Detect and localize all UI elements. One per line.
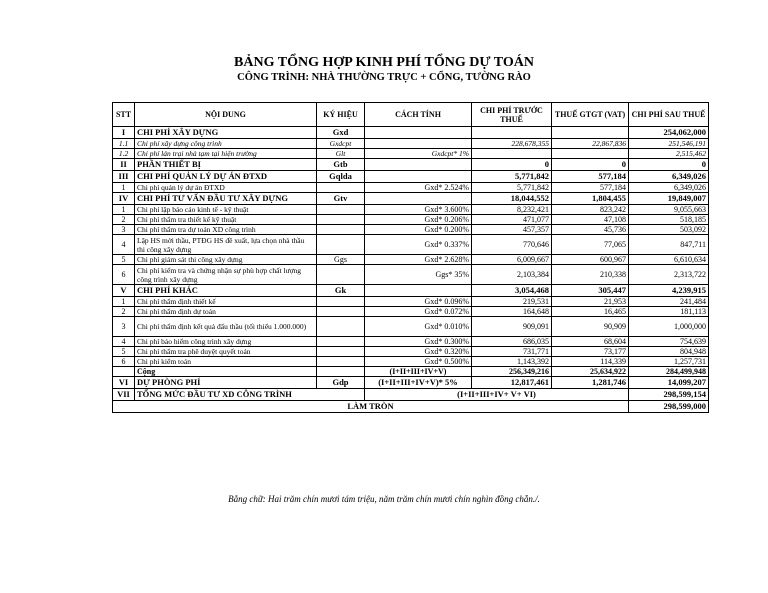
row-stt: I (113, 127, 135, 139)
row-code (317, 337, 365, 347)
row-before (472, 149, 552, 159)
row-formula: Gxd* 0.096% (365, 297, 472, 307)
row-before: 8,232,421 (472, 205, 552, 215)
row-before: 164,648 (472, 307, 552, 317)
row-vat: 0 (552, 159, 629, 171)
table-row (113, 285, 709, 297)
row-formula: Gxd* 3.600% (365, 205, 472, 215)
table-row (113, 171, 709, 183)
row-vat: 45,736 (552, 225, 629, 235)
row-name: CHI PHÍ KHÁC (135, 285, 317, 297)
row-name: TỔNG MỨC ĐẦU TƯ XD CÔNG TRÌNH (135, 389, 365, 401)
row-stt: 1.2 (113, 149, 135, 159)
table-row (113, 205, 709, 215)
table-row (113, 215, 709, 225)
row-before: 731,771 (472, 347, 552, 357)
table-row (113, 337, 709, 347)
row-vat: 73,177 (552, 347, 629, 357)
row-name: PHẦN THIẾT BỊ (135, 159, 317, 171)
row-code (317, 215, 365, 225)
row-name: Chi phí thẩm tra thiết kế kỹ thuật (135, 215, 317, 225)
row-code: Gqlda (317, 171, 365, 183)
row-vat: 16,465 (552, 307, 629, 317)
row-formula: Gxd* 0.010% (365, 317, 472, 337)
header-noi-dung: NỘI DUNG (135, 103, 317, 127)
row-vat: 21,953 (552, 297, 629, 307)
table-row (113, 357, 709, 367)
row-formula: Gxd* 0.500% (365, 357, 472, 367)
row-after: 19,849,007 (629, 193, 709, 205)
table-row (113, 265, 709, 285)
row-name: Chi phí giám sát thi công xây dựng (135, 255, 317, 265)
row-name: Chi phí thẩm tra phê duyệt quyết toán (135, 347, 317, 357)
row-after: 251,546,191 (629, 139, 709, 149)
row-name: Chi phí kiểm toán (135, 357, 317, 367)
row-code (317, 265, 365, 285)
row-after: 298,599,154 (629, 389, 709, 401)
row-before: 2,103,384 (472, 265, 552, 285)
row-stt: 4 (113, 235, 135, 255)
row-name: Chi phí thẩm định thiết kế (135, 297, 317, 307)
table-row (113, 367, 709, 377)
row-after: 1,000,000 (629, 317, 709, 337)
row-name: Chi phí thẩm định kết quả đấu thầu (tối thiểu 1.000.000) (135, 317, 317, 337)
row-code: Gxdcpt (317, 139, 365, 149)
row-vat: 114,339 (552, 357, 629, 367)
row-formula: Gxd* 0.320% (365, 347, 472, 357)
row-vat: 77,065 (552, 235, 629, 255)
header-chi-phi-sau-thue: CHI PHÍ SAU THUẾ (629, 103, 709, 127)
row-before: 256,349,216 (472, 367, 552, 377)
table-row (113, 401, 709, 413)
row-stt: 3 (113, 225, 135, 235)
row-formula: (I+II+III+IV+V) (365, 367, 472, 377)
row-name: Cộng (135, 367, 317, 377)
row-code: Gdp (317, 377, 365, 389)
table-body (113, 127, 709, 413)
row-after: 9,055,663 (629, 205, 709, 215)
row-stt: V (113, 285, 135, 297)
row-before: 5,771,842 (472, 171, 552, 183)
row-name: Chi phí xây dựng công trình (135, 139, 317, 149)
table-row (113, 149, 709, 159)
row-name: Chi phí thẩm tra dự toán XD công trình (135, 225, 317, 235)
table-row (113, 347, 709, 357)
table-row (113, 297, 709, 307)
row-code (317, 307, 365, 317)
row-stt: 2 (113, 215, 135, 225)
cost-summary-table (112, 102, 709, 413)
table-row (113, 235, 709, 255)
row-after: 254,062,000 (629, 127, 709, 139)
row-formula: Gxd* 2.524% (365, 183, 472, 193)
row-formula: Gxd* 0.200% (365, 225, 472, 235)
row-after: 847,711 (629, 235, 709, 255)
row-after: 0 (629, 159, 709, 171)
row-after: 241,484 (629, 297, 709, 307)
header-cach-tinh: CÁCH TÍNH (365, 103, 472, 127)
row-code (317, 225, 365, 235)
row-formula: Gxd* 2.628% (365, 255, 472, 265)
row-code (317, 367, 365, 377)
row-vat: 68,604 (552, 337, 629, 347)
row-formula: Gxd* 0.300% (365, 337, 472, 347)
row-code: Gk (317, 285, 365, 297)
row-formula: Gxd* 0.072% (365, 307, 472, 317)
row-formula: (I+II+III+IV+ V+ VI) (365, 389, 629, 401)
row-stt: 2 (113, 307, 135, 317)
row-name: Chi phí lán trại nhà tạm tại hiện trường (135, 149, 317, 159)
row-vat: 22,867,836 (552, 139, 629, 149)
row-vat: 823,242 (552, 205, 629, 215)
row-formula (365, 285, 472, 297)
row-formula (365, 171, 472, 183)
table-row (113, 307, 709, 317)
row-after: 181,113 (629, 307, 709, 317)
row-stt: IV (113, 193, 135, 205)
row-code (317, 297, 365, 307)
row-after: 1,257,731 (629, 357, 709, 367)
row-after: 6,349,026 (629, 171, 709, 183)
row-after: 518,185 (629, 215, 709, 225)
table-row (113, 225, 709, 235)
row-before: 909,091 (472, 317, 552, 337)
row-name: LÀM TRÒN (113, 401, 629, 413)
row-code (317, 183, 365, 193)
table-row (113, 183, 709, 193)
row-code: Ggs (317, 255, 365, 265)
row-vat: 577,184 (552, 171, 629, 183)
row-stt: 4 (113, 337, 135, 347)
row-name: Chi phí kiểm tra và chứng nhận sự phù hợp chất lượng công trình xây dựng (135, 265, 317, 285)
table-row (113, 377, 709, 389)
row-vat: 47,108 (552, 215, 629, 225)
row-before: 219,531 (472, 297, 552, 307)
row-code: Gxd (317, 127, 365, 139)
row-stt: VII (113, 389, 135, 401)
row-stt: 1.1 (113, 139, 135, 149)
row-stt: 6 (113, 265, 135, 285)
header-stt: STT (113, 103, 135, 127)
row-vat: 305,447 (552, 285, 629, 297)
header-ky-hieu: KÝ HIỆU (317, 103, 365, 127)
row-before: 0 (472, 159, 552, 171)
row-vat: 577,184 (552, 183, 629, 193)
row-vat: 210,338 (552, 265, 629, 285)
row-code (317, 235, 365, 255)
row-after: 284,499,948 (629, 367, 709, 377)
row-stt: 1 (113, 183, 135, 193)
row-stt: 5 (113, 255, 135, 265)
row-code (317, 205, 365, 215)
row-stt: 3 (113, 317, 135, 337)
row-before: 686,035 (472, 337, 552, 347)
row-formula: Gxdcpt* 1% (365, 149, 472, 159)
row-name: Lập HS mời thầu, PTĐG HS đề xuất, lựa chọn nhà thầu thi công xây dựng (135, 235, 317, 255)
row-formula: Ggs* 35% (365, 265, 472, 285)
header-thue-gtgt: THUẾ GTGT (VAT) (552, 103, 629, 127)
row-before: 3,054,468 (472, 285, 552, 297)
row-after: 503,092 (629, 225, 709, 235)
row-formula: (I+II+III+IV+V)* 5% (365, 377, 472, 389)
document-title: BẢNG TỔNG HỢP KINH PHÍ TỔNG DỰ TOÁN (234, 55, 534, 70)
row-stt: III (113, 171, 135, 183)
row-vat: 1,281,746 (552, 377, 629, 389)
row-stt: 6 (113, 357, 135, 367)
row-after: 298,599,000 (629, 401, 709, 413)
row-name: CHI PHÍ QUẢN LÝ DỰ ÁN ĐTXD (135, 171, 317, 183)
row-name: Chi phí thẩm định dự toán (135, 307, 317, 317)
row-vat: 90,909 (552, 317, 629, 337)
row-before: 1,143,392 (472, 357, 552, 367)
row-vat: 1,804,455 (552, 193, 629, 205)
row-formula (365, 139, 472, 149)
row-before: 471,077 (472, 215, 552, 225)
row-before: 770,646 (472, 235, 552, 255)
table-row (113, 139, 709, 149)
row-formula: Gxd* 0.206% (365, 215, 472, 225)
row-code (317, 317, 365, 337)
row-name: Chi phí lập báo cáo kinh tế - kỹ thuật (135, 205, 317, 215)
table-row (113, 127, 709, 139)
row-name: DỰ PHÒNG PHÍ (135, 377, 317, 389)
row-formula (365, 127, 472, 139)
row-code (317, 357, 365, 367)
row-after: 6,610,634 (629, 255, 709, 265)
row-after: 754,639 (629, 337, 709, 347)
row-stt (113, 367, 135, 377)
row-stt: 1 (113, 297, 135, 307)
row-before (472, 127, 552, 139)
row-before: 457,357 (472, 225, 552, 235)
row-before: 6,009,667 (472, 255, 552, 265)
row-name: Chi phí quản lý dự án ĐTXD (135, 183, 317, 193)
row-after: 4,239,915 (629, 285, 709, 297)
table-row (113, 317, 709, 337)
row-code: Glt (317, 149, 365, 159)
row-vat (552, 127, 629, 139)
amount-in-words: Bằng chữ: Hai trăm chín mươi tám triệu, năm trăm chín mươi chín nghìn đồng chẵn./. (228, 494, 540, 504)
table-row (113, 159, 709, 171)
row-stt: II (113, 159, 135, 171)
row-vat: 600,967 (552, 255, 629, 265)
table-row (113, 389, 709, 401)
row-after: 804,948 (629, 347, 709, 357)
row-after: 2,313,722 (629, 265, 709, 285)
row-vat: 25,634,922 (552, 367, 629, 377)
table-row (113, 255, 709, 265)
row-formula: Gxd* 0.337% (365, 235, 472, 255)
row-name: CHI PHÍ TƯ VẤN ĐẦU TƯ XÂY DỰNG (135, 193, 317, 205)
row-formula (365, 193, 472, 205)
row-formula (365, 159, 472, 171)
row-before: 12,817,461 (472, 377, 552, 389)
row-stt: 5 (113, 347, 135, 357)
row-name: CHI PHÍ XÂY DỰNG (135, 127, 317, 139)
row-after: 6,349,026 (629, 183, 709, 193)
document-subtitle: CÔNG TRÌNH: NHÀ THƯỜNG TRỰC + CỔNG, TƯỜNG RÀO (237, 72, 531, 83)
row-stt: VI (113, 377, 135, 389)
table-header-row (113, 103, 709, 127)
row-after: 14,099,207 (629, 377, 709, 389)
row-code (317, 347, 365, 357)
row-code: Gtb (317, 159, 365, 171)
header-chi-phi-truoc-thue: CHI PHÍ TRƯỚC THUẾ (472, 103, 552, 127)
table-row (113, 193, 709, 205)
row-code: Gtv (317, 193, 365, 205)
row-stt: 1 (113, 205, 135, 215)
row-before: 18,044,552 (472, 193, 552, 205)
row-name: Chi phí bảo hiểm công trình xây dựng (135, 337, 317, 347)
row-after: 2,515,462 (629, 149, 709, 159)
row-vat (552, 149, 629, 159)
row-before: 228,678,355 (472, 139, 552, 149)
row-before: 5,771,842 (472, 183, 552, 193)
